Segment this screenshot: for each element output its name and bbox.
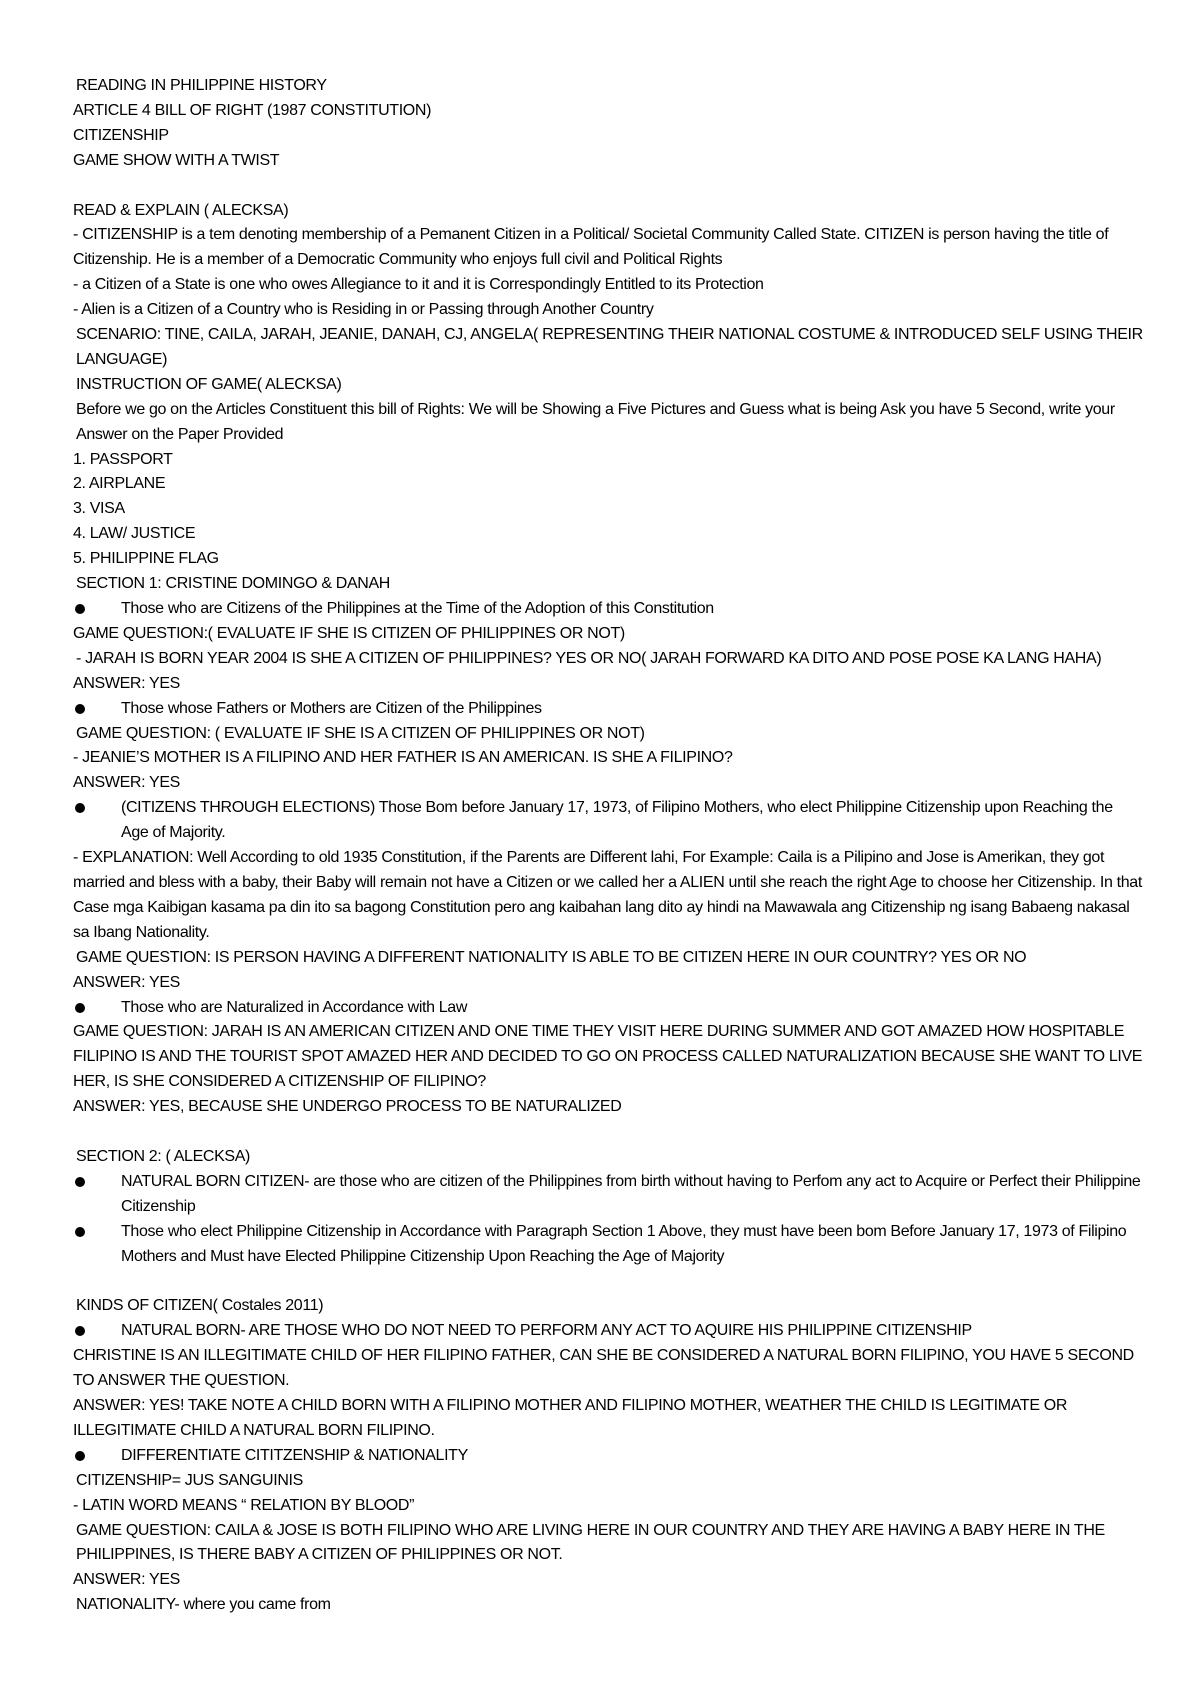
game-question: GAME QUESTION: CAILA & JOSE IS BOTH FILIPINO WHO ARE LIVING HERE IN OUR COUNTRY AND THEY ARE HAVING A BABY HERE IN THE PHILIPPINES, IS THERE BABY A CITIZEN OF PHILIPPINES OR NOT. xyxy=(76,1521,1105,1564)
citizenship-term: CITIZENSHIP= JUS SANGUINIS xyxy=(76,1471,303,1489)
course-title: READING IN PHILIPPINE HISTORY xyxy=(76,77,327,94)
bullet-item xyxy=(73,1170,1143,1220)
alien-definition: - Alien is a Citizen of a Country who is Residing in or Passing through Another Country xyxy=(73,301,654,319)
instruction-text: Before we go on the Articles Constituent this bill of Rights: We will be Showing a Five Pictures and Guess what is being Ask you have 5 Second, write your Answer on the Paper Provided xyxy=(76,400,1115,443)
scenario-text: SCENARIO: TINE, CAILA, JARAH, JEANIE, DANAH, CJ, ANGELA( REPRESENTING THEIR NATIONAL COSTUME & INTRODUCED SELF USING THEIR LANGUAGE) xyxy=(76,326,1143,368)
bullet-item xyxy=(73,697,1143,722)
activity-title: GAME SHOW WITH A TWIST xyxy=(73,151,280,169)
game-question: GAME QUESTION: IS PERSON HAVING A DIFFERENT NATIONALITY IS ABLE TO BE CITIZEN HERE IN OUR COUNTRY? YES OR NO xyxy=(76,948,1027,966)
explanation-text: - EXPLANATION: Well According to old 1935 Constitution, if the Parents are Different lahi, For Example: Caila is a Pilipino and Jose is Amerikan, they got married and bless with a baby, their Baby will remain not have a Citizen or we called her a ALIEN until she reach the right Age to choose her Citizenship. In that Case mga Kaibigan kasama pa din ito sa bagong Constitution pero ang kaibahan lang dito ay hindi na Mawawala ang Citizenship ng isang Babaeng nakasal sa Ibang Nationality. xyxy=(73,849,1142,941)
bullet-text: Those who are Citizens of the Philippines at the Time of the Adoption of this Constitution xyxy=(121,600,714,618)
bullet-text: Those whose Fathers or Mothers are Citizen of the Philippines xyxy=(121,699,542,717)
spacer xyxy=(73,1120,1143,1145)
article-title: ARTICLE 4 BILL OF RIGHT (1987 CONSTITUTION) xyxy=(73,101,432,119)
game-question: CHRISTINE IS AN ILLEGITIMATE CHILD OF HER FILIPINO FATHER, CAN SHE BE CONSIDERED A NATURAL BORN FILIPINO, YOU HAVE 5 SECOND TO ANSWER THE QUESTION. xyxy=(73,1347,1134,1390)
instruction-heading: INSTRUCTION OF GAME( ALECKSA) xyxy=(76,375,342,393)
citizenship-definition: - CITIZENSHIP is a tem denoting membership of a Pemanent Citizen in a Political/ Societal Community Called State. CITIZEN is person having the title of Citizenship. He is a member of a Democratic Community who enjoys full civil and Political Rights xyxy=(73,226,1109,269)
game-question: - JEANIE’S MOTHER IS A FILIPINO AND HER FATHER IS AN AMERICAN. IS SHE A FILIPINO? xyxy=(73,749,733,767)
answer-item: 5. PHILIPPINE FLAG xyxy=(73,550,219,568)
answer-text: ANSWER: YES xyxy=(73,774,180,792)
spacer xyxy=(73,174,1143,199)
bullet-text: DIFFERENTIATE CITITZENSHIP & NATIONALITY xyxy=(121,1446,468,1464)
bullet-text: Those who elect Philippine Citizenship in Accordance with Paragraph Section 1 Above, they must have been bom Before January 17, 1973 of Filipino Mothers and Must have Elected Philippine Citizenship Upon Reaching the Age of Majority xyxy=(121,1222,1127,1265)
bullet-icon xyxy=(75,1003,85,1013)
document-page xyxy=(73,74,1143,1618)
answer-text: ANSWER: YES xyxy=(73,973,180,991)
section1-heading: SECTION 1: CRISTINE DOMINGO & DANAH xyxy=(76,575,391,593)
answer-item: 3. VISA xyxy=(73,500,125,518)
bullet-icon xyxy=(75,604,85,614)
bullet-item xyxy=(73,597,1143,622)
answer-item: 2. AIRPLANE xyxy=(73,475,166,493)
answer-text: ANSWER: YES! TAKE NOTE A CHILD BORN WITH A FILIPINO MOTHER AND FILIPINO MOTHER, WEATHER THE CHILD IS LEGITIMATE OR ILLEGITIMATE CHILD A NATURAL BORN FILIPINO. xyxy=(73,1396,1068,1439)
bullet-item xyxy=(73,996,1143,1021)
answer-text: ANSWER: YES xyxy=(73,1571,180,1589)
nationality-definition: NATIONALITY- where you came from xyxy=(76,1596,331,1614)
bullet-icon xyxy=(75,1227,85,1237)
topic-title: CITIZENSHIP xyxy=(73,126,169,144)
bullet-icon xyxy=(75,1326,85,1336)
bullet-icon xyxy=(75,1177,85,1187)
answer-item: 4. LAW/ JUSTICE xyxy=(73,525,196,543)
game-question-heading: GAME QUESTION:( EVALUATE IF SHE IS CITIZEN OF PHILIPPINES OR NOT) xyxy=(73,624,625,642)
bullet-text: Those who are Naturalized in Accordance with Law xyxy=(121,998,468,1016)
intro-heading: READ & EXPLAIN ( ALECKSA) xyxy=(73,201,289,219)
bullet-icon xyxy=(75,803,85,813)
bullet-item xyxy=(73,796,1143,846)
game-question-heading: GAME QUESTION: ( EVALUATE IF SHE IS A CITIZEN OF PHILIPPINES OR NOT) xyxy=(76,724,645,742)
answer-text: ANSWER: YES, BECAUSE SHE UNDERGO PROCESS TO BE NATURALIZED xyxy=(73,1098,622,1116)
bullet-item xyxy=(73,1319,1143,1344)
game-question: GAME QUESTION: JARAH IS AN AMERICAN CITIZEN AND ONE TIME THEY VISIT HERE DURING SUMMER AND GOT AMAZED HOW HOSPITABLE FILIPINO IS AND THE TOURIST SPOT AMAZED HER AND DECIDED TO GO ON PROCESS CALLED NATURALIZATION BECAUSE SHE WANT TO LIVE HER, IS SHE CONSIDERED A CITIZENSHIP OF FILIPINO? xyxy=(73,1023,1143,1091)
bullet-text: NATURAL BORN CITIZEN- are those who are citizen of the Philippines from birth without having to Perfom any act to Acquire or Perfect their Philippine Citizenship xyxy=(121,1172,1141,1215)
citizen-of-state-definition: - a Citizen of a State is one who owes Allegiance to it and it is Correspondingly Entitled to its Protection xyxy=(73,276,764,294)
bullet-icon xyxy=(75,1451,85,1461)
game-question: - JARAH IS BORN YEAR 2004 IS SHE A CITIZEN OF PHILIPPINES? YES OR NO( JARAH FORWARD KA DITO AND POSE POSE KA LANG HAHA) xyxy=(76,649,1102,667)
bullet-icon xyxy=(75,704,85,714)
answer-text: ANSWER: YES xyxy=(73,674,180,692)
section2-heading: SECTION 2: ( ALECKSA) xyxy=(76,1147,251,1165)
bullet-text: NATURAL BORN- ARE THOSE WHO DO NOT NEED TO PERFORM ANY ACT TO AQUIRE HIS PHILIPPINE CITIZENSHIP xyxy=(121,1322,972,1340)
kinds-heading: KINDS OF CITIZEN( Costales 2011) xyxy=(76,1297,324,1315)
bullet-item xyxy=(73,1220,1143,1270)
bullet-text: (CITIZENS THROUGH ELECTIONS) Those Bom before January 17, 1973, of Filipino Mothers, who elect Philippine Citizenship upon Reaching the Age of Majority. xyxy=(121,799,1113,842)
spacer xyxy=(73,1269,1143,1294)
latin-meaning: - LATIN WORD MEANS “ RELATION BY BLOOD” xyxy=(73,1496,415,1514)
answer-item: 1. PASSPORT xyxy=(73,450,173,468)
bullet-item xyxy=(73,1444,1143,1469)
